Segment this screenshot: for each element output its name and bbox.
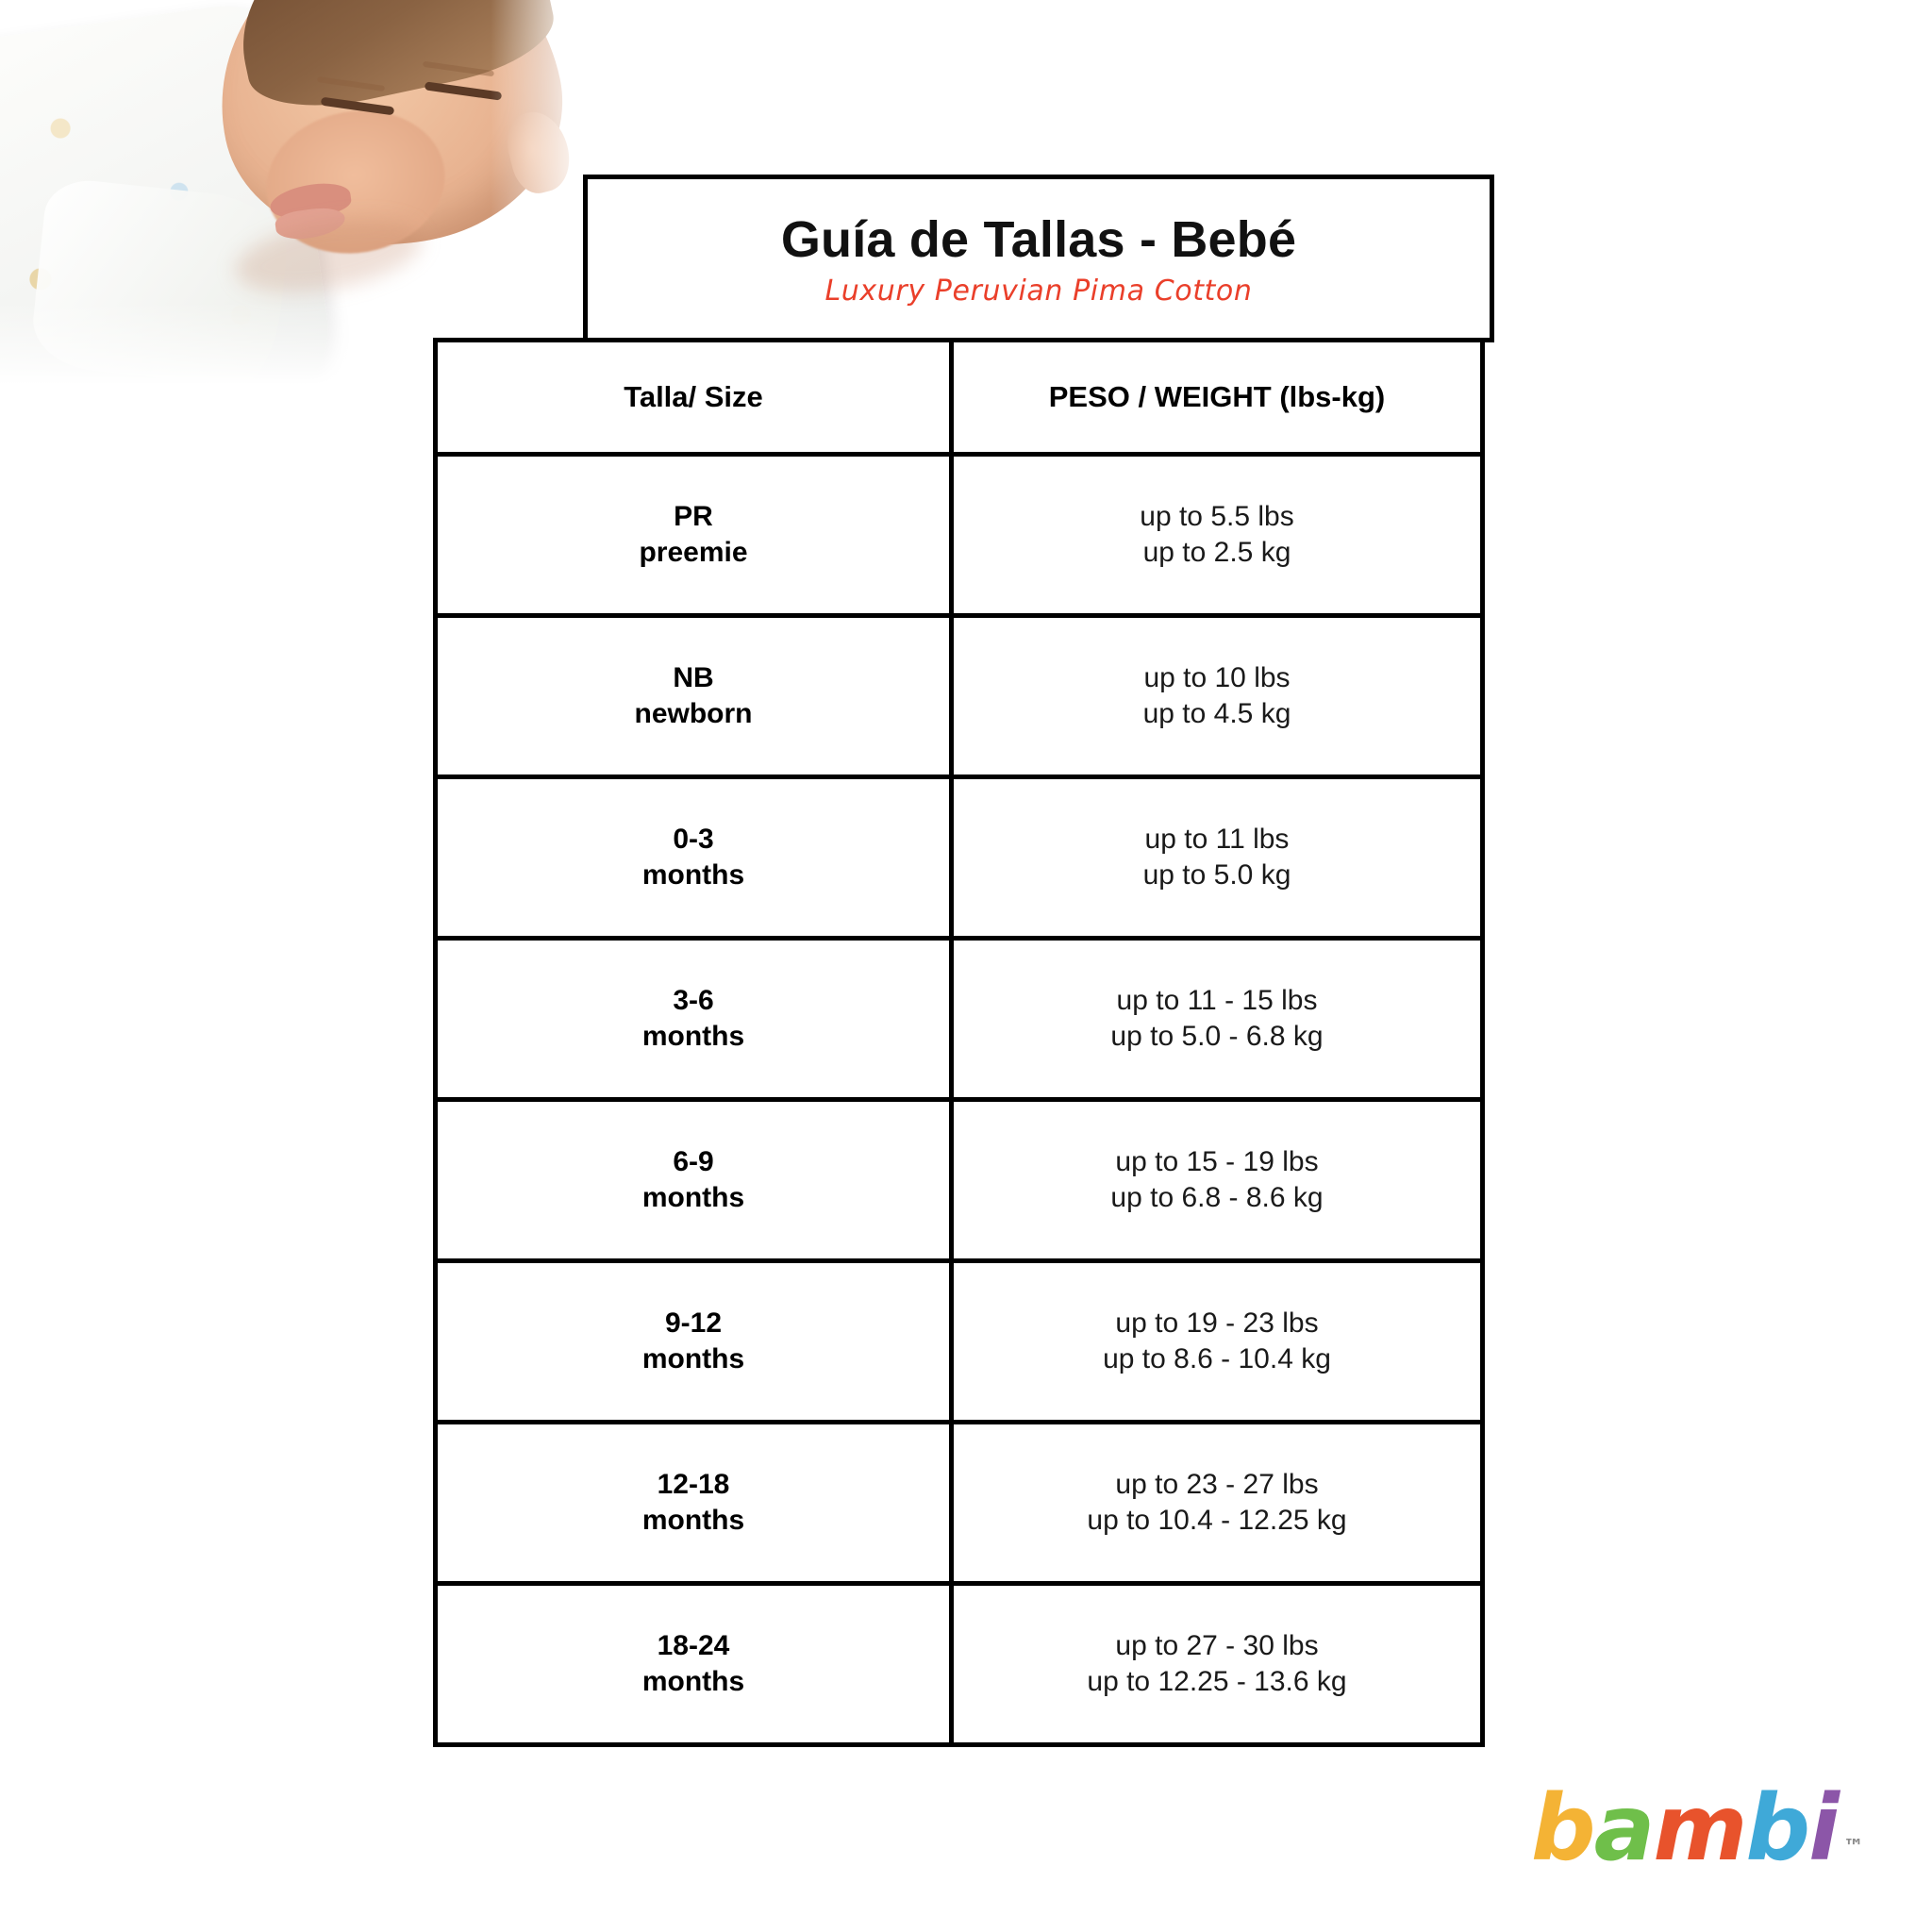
weight-kg: up to 5.0 - 6.8 kg: [1110, 1021, 1324, 1052]
table-row: [438, 1424, 1494, 1586]
logo-letter-5: i: [1808, 1775, 1838, 1881]
size-code: 3-6: [673, 985, 714, 1017]
weight-cell: [949, 613, 1485, 779]
bambi-logo: [1530, 1775, 1864, 1881]
header-cell-size: [433, 338, 954, 457]
table-header-row: [438, 342, 1494, 457]
size-guide-table: [438, 342, 1494, 1747]
size-cell: [433, 1258, 954, 1424]
weight-cell: [949, 936, 1485, 1102]
table-row: [438, 1586, 1494, 1747]
title-block: [583, 175, 1494, 342]
size-name: months: [641, 1182, 745, 1213]
size-cell: [433, 452, 954, 618]
size-name: newborn: [634, 698, 753, 729]
weight-cell: [949, 1581, 1485, 1747]
table-row: [438, 618, 1494, 779]
table-row: [438, 1263, 1494, 1424]
weight-lbs: up to 11 - 15 lbs: [1116, 985, 1318, 1017]
weight-lbs: up to 27 - 30 lbs: [1115, 1630, 1319, 1662]
size-cell: [433, 1097, 954, 1263]
table-row: [438, 1102, 1494, 1263]
logo-letter-2: a: [1593, 1775, 1654, 1881]
size-cell: [433, 774, 954, 941]
size-code: 12-18: [657, 1469, 730, 1501]
weight-lbs: up to 15 - 19 lbs: [1115, 1146, 1319, 1178]
size-name: months: [641, 1666, 745, 1697]
size-cell: [433, 936, 954, 1102]
logo-letter-1: b: [1530, 1775, 1594, 1881]
size-code: 9-12: [664, 1307, 723, 1340]
size-name: months: [641, 1021, 745, 1052]
size-cell: [433, 1420, 954, 1586]
header-label-weight: PESO / WEIGHT (lbs-kg): [1048, 380, 1386, 413]
size-name: preemie: [639, 537, 748, 568]
size-cell: [433, 1581, 954, 1747]
trademark-symbol: ™: [1843, 1836, 1864, 1859]
weight-kg: up to 8.6 - 10.4 kg: [1103, 1343, 1331, 1374]
weight-lbs: up to 19 - 23 lbs: [1115, 1307, 1319, 1340]
weight-lbs: up to 10 lbs: [1143, 662, 1291, 694]
size-name: months: [641, 1505, 745, 1536]
weight-lbs: up to 5.5 lbs: [1140, 501, 1294, 533]
page-subtitle: Luxury Peruvian Pima Cotton: [824, 274, 1253, 308]
size-name: months: [641, 1343, 745, 1374]
weight-kg: up to 10.4 - 12.25 kg: [1087, 1505, 1347, 1536]
logo-letter-3: m: [1653, 1775, 1746, 1881]
weight-cell: [949, 774, 1485, 941]
size-code: 0-3: [673, 824, 714, 856]
header-label-size: Talla/ Size: [624, 380, 763, 413]
size-cell: [433, 613, 954, 779]
weight-cell: [949, 1258, 1485, 1424]
weight-kg: up to 2.5 kg: [1142, 537, 1291, 568]
size-name: months: [641, 859, 745, 891]
size-code: 18-24: [657, 1630, 730, 1662]
size-code: 6-9: [673, 1146, 714, 1178]
size-code: PR: [674, 501, 713, 533]
weight-kg: up to 5.0 kg: [1142, 859, 1291, 891]
size-code: NB: [673, 662, 714, 694]
header-cell-weight: [949, 338, 1485, 457]
weight-cell: [949, 1420, 1485, 1586]
table-row: [438, 779, 1494, 941]
weight-lbs: up to 23 - 27 lbs: [1115, 1469, 1319, 1501]
weight-kg: up to 6.8 - 8.6 kg: [1110, 1182, 1324, 1213]
table-row: [438, 457, 1494, 618]
logo-letter-4: b: [1745, 1775, 1809, 1881]
weight-kg: up to 12.25 - 13.6 kg: [1087, 1666, 1347, 1697]
weight-cell: [949, 1097, 1485, 1263]
weight-kg: up to 4.5 kg: [1142, 698, 1291, 729]
table-row: [438, 941, 1494, 1102]
page-title: Guía de Tallas - Bebé: [780, 210, 1297, 268]
weight-cell: [949, 452, 1485, 618]
weight-lbs: up to 11 lbs: [1144, 824, 1290, 856]
